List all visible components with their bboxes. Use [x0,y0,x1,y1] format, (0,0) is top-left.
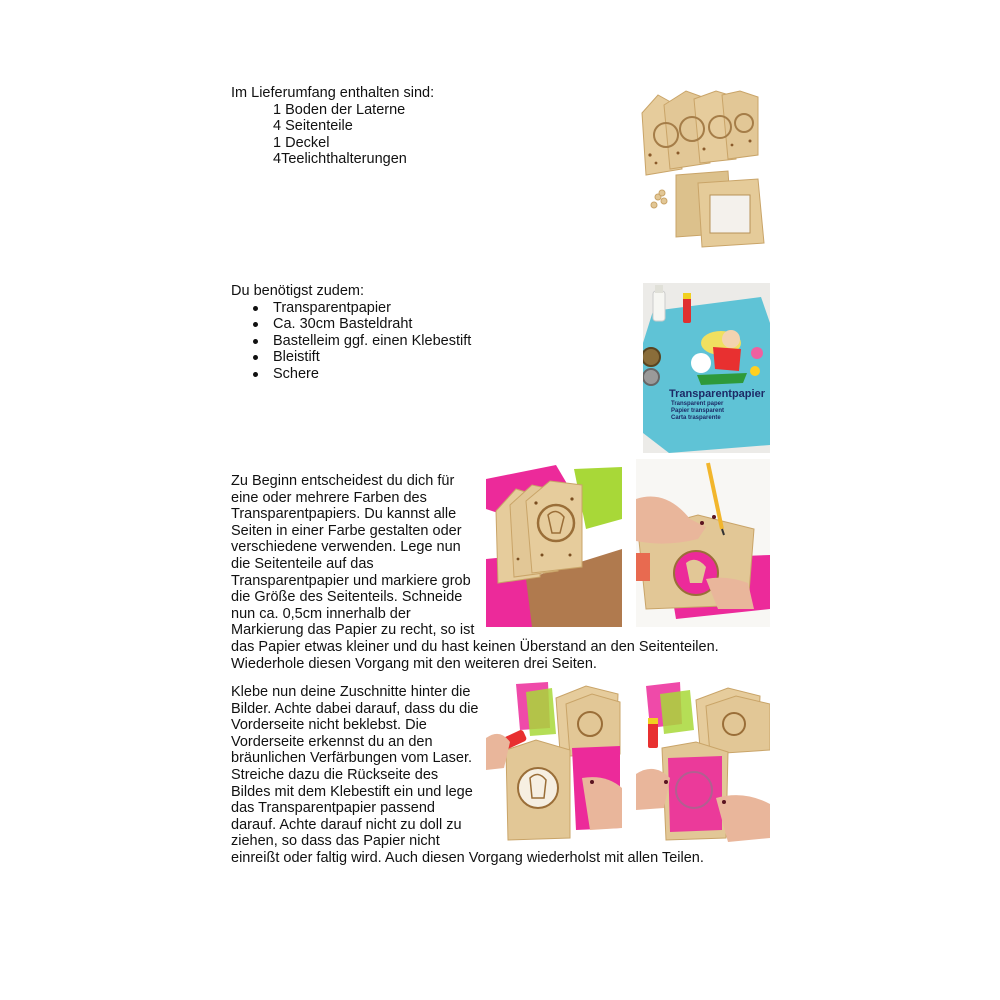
step1-line: Transparentpapier und markiere grob [231,572,471,589]
needs-section [231,283,621,383]
step1-line: verschiedene verwenden. Lege nun [231,539,461,556]
needs-list [231,300,621,383]
step1-line: nun ca. 0,5cm innerhalb der [231,605,411,622]
step1-line: Seiten in einer Farbe gestalten oder [231,522,462,539]
step2-line: das Transparentpapier passend [231,800,435,817]
step1-line: Markierung das Papier zu recht, so ist [231,622,475,639]
box-title: Transparentpapier [669,388,765,400]
step1-line: die Seitenteile auf das [231,555,374,572]
gluing-photo [486,678,622,846]
step1-line: Transparentpapiers. Du kannst alle [231,506,457,523]
step1-line: Zu Beginn entscheidest du dich für [231,473,455,489]
step2-line: Klebe nun deine Zuschnitte hinter die [231,684,471,700]
contents-item: 4Teelichthalterungen [273,151,407,168]
needs-item: Transparentpapier [231,300,621,317]
needs-item: Bastelleim ggf. einen Klebestift [231,333,621,350]
step1-line: Wiederhole diesen Vorgang mit den weiteren drei Seiten. [231,655,597,672]
contents-section [231,85,611,168]
step1-line: die Größe des Seitenteils. Schneide [231,589,463,606]
needs-heading: Du benötigst zudem: [231,283,364,299]
needs-item: Schere [231,366,621,383]
step2-line: Vorderseite nicht beklebst. Die [231,717,427,734]
kit-parts-photo [636,83,770,253]
needs-item: Ca. 30cm Basteldraht [231,316,621,333]
step2-line: einreißt oder faltig wird. Auch diesen Vorgang wiederholst mit allen Teilen. [231,849,704,866]
step1-line: eine oder mehrere Farben des [231,489,427,506]
step2-line: Bildes mit dem Klebestift ein und lege [231,783,473,800]
needs-item: Bleistift [231,349,621,366]
step2-line: Bilder. Achte dabei darauf, dass du die [231,700,479,717]
step2-line: Streiche dazu die Rückseite des [231,766,439,783]
marking-pencil-photo [636,459,770,627]
panels-on-paper-photo [486,459,622,627]
materials-photo [643,283,770,453]
contents-item: 4 Seitenteile [273,118,353,135]
box-subtitle: Carta trasparente [671,415,721,421]
pressing-paper-photo [636,678,770,846]
contents-item: 1 Deckel [273,134,330,151]
step1-line: das Papier etwas kleiner und du hast keinen Überstand an den Seitenteilen. [231,638,719,655]
step2-line: darauf. Achte darauf nicht zu doll zu [231,816,462,833]
step2-line: ziehen, so dass das Papier nicht [231,833,440,850]
contents-heading: Im Lieferumfang enthalten sind: [231,85,435,101]
box-subtitle: Papier transparent [671,408,725,414]
box-subtitle: Transparent paper [671,401,724,407]
step2-line: bräunlichen Verfärbungen vom Laser. [231,750,473,767]
contents-item: 1 Boden der Laterne [273,101,406,118]
step2-line: Vorderseite erkennst du an den [231,733,433,750]
